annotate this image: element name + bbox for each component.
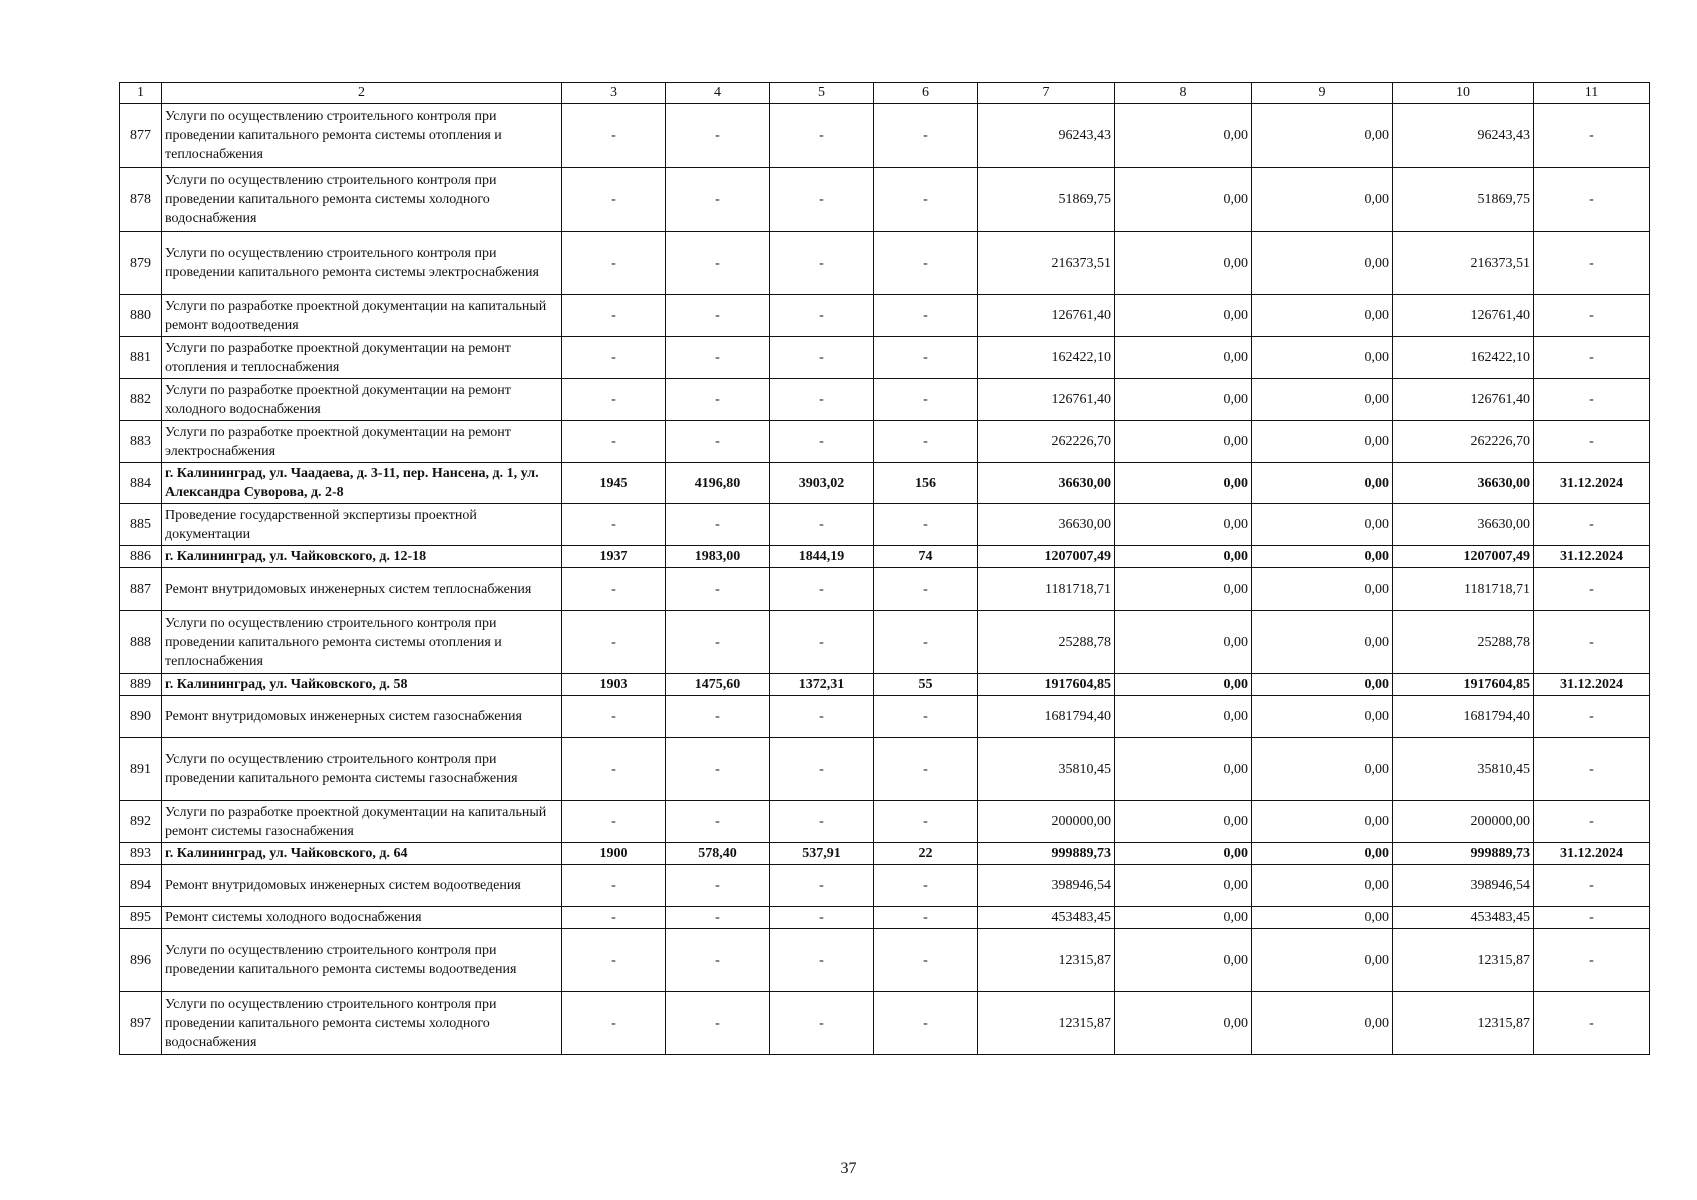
col11-cell: -	[1534, 611, 1650, 674]
col3-cell: -	[562, 379, 666, 421]
col9-cell: 0,00	[1252, 168, 1393, 232]
col11-cell: -	[1534, 738, 1650, 801]
address-row	[120, 546, 1650, 568]
col6-cell: -	[874, 504, 978, 546]
description-cell: Услуги по осуществлению строительного контроля при проведении капитального ремонта системы отопления и теплоснабжения	[162, 611, 562, 674]
col8-cell: 0,00	[1115, 568, 1252, 611]
col5-cell: -	[770, 738, 874, 801]
col3-cell: -	[562, 801, 666, 843]
description-cell: Услуги по осуществлению строительного контроля при проведении капитального ремонта системы водоотведения	[162, 929, 562, 992]
col4-cell: -	[666, 568, 770, 611]
col9-cell: 0,00	[1252, 546, 1393, 568]
header-cell: 3	[562, 83, 666, 104]
row-number-cell: 877	[120, 104, 162, 168]
table-row	[120, 738, 1650, 801]
table-row	[120, 568, 1650, 611]
col8-cell: 0,00	[1115, 696, 1252, 738]
col11-cell: -	[1534, 168, 1650, 232]
row-number-cell: 882	[120, 379, 162, 421]
col11-cell: -	[1534, 696, 1650, 738]
row-number-cell: 894	[120, 865, 162, 907]
table-row	[120, 337, 1650, 379]
col7-cell: 51869,75	[978, 168, 1115, 232]
col9-cell: 0,00	[1252, 843, 1393, 865]
col5-cell: -	[770, 232, 874, 295]
col3-cell: 1945	[562, 463, 666, 504]
col6-cell: -	[874, 738, 978, 801]
col9-cell: 0,00	[1252, 295, 1393, 337]
col7-cell: 216373,51	[978, 232, 1115, 295]
col5-cell: -	[770, 992, 874, 1055]
col3-cell: -	[562, 907, 666, 929]
col8-cell: 0,00	[1115, 232, 1252, 295]
col10-cell: 25288,78	[1393, 611, 1534, 674]
header-cell: 6	[874, 83, 978, 104]
col4-cell: -	[666, 611, 770, 674]
header-cell: 4	[666, 83, 770, 104]
col5-cell: -	[770, 907, 874, 929]
col9-cell: 0,00	[1252, 907, 1393, 929]
description-cell: г. Калининград, ул. Чайковского, д. 58	[162, 674, 562, 696]
works-table	[119, 82, 1650, 1055]
col10-cell: 1681794,40	[1393, 696, 1534, 738]
col9-cell: 0,00	[1252, 865, 1393, 907]
col8-cell: 0,00	[1115, 546, 1252, 568]
table-row	[120, 865, 1650, 907]
col8-cell: 0,00	[1115, 379, 1252, 421]
col5-cell: 1372,31	[770, 674, 874, 696]
row-number-cell: 880	[120, 295, 162, 337]
col7-cell: 36630,00	[978, 504, 1115, 546]
col11-cell: -	[1534, 421, 1650, 463]
col5-cell: -	[770, 611, 874, 674]
col7-cell: 1207007,49	[978, 546, 1115, 568]
col7-cell: 25288,78	[978, 611, 1115, 674]
description-cell: Ремонт системы холодного водоснабжения	[162, 907, 562, 929]
col5-cell: -	[770, 801, 874, 843]
row-number-cell: 888	[120, 611, 162, 674]
col11-cell: -	[1534, 504, 1650, 546]
table-row	[120, 992, 1650, 1055]
col7-cell: 453483,45	[978, 907, 1115, 929]
col5-cell: -	[770, 379, 874, 421]
col11-cell: -	[1534, 929, 1650, 992]
col3-cell: -	[562, 232, 666, 295]
col3-cell: -	[562, 104, 666, 168]
description-cell: Ремонт внутридомовых инженерных систем газоснабжения	[162, 696, 562, 738]
col4-cell: 1983,00	[666, 546, 770, 568]
col4-cell: -	[666, 907, 770, 929]
col11-cell: -	[1534, 104, 1650, 168]
col7-cell: 200000,00	[978, 801, 1115, 843]
col5-cell: 1844,19	[770, 546, 874, 568]
col4-cell: -	[666, 104, 770, 168]
description-cell: Проведение государственной экспертизы проектной документации	[162, 504, 562, 546]
col10-cell: 999889,73	[1393, 843, 1534, 865]
col8-cell: 0,00	[1115, 168, 1252, 232]
col6-cell: -	[874, 232, 978, 295]
col9-cell: 0,00	[1252, 463, 1393, 504]
col5-cell: 3903,02	[770, 463, 874, 504]
col5-cell: -	[770, 696, 874, 738]
col4-cell: 578,40	[666, 843, 770, 865]
description-cell: г. Калининград, ул. Чайковского, д. 12-18	[162, 546, 562, 568]
description-cell: Услуги по осуществлению строительного контроля при проведении капитального ремонта системы газоснабжения	[162, 738, 562, 801]
col11-cell: -	[1534, 295, 1650, 337]
col11-cell: -	[1534, 907, 1650, 929]
col6-cell: -	[874, 295, 978, 337]
description-cell: Услуги по разработке проектной документации на капитальный ремонт системы газоснабжения	[162, 801, 562, 843]
col11-cell: 31.12.2024	[1534, 546, 1650, 568]
col10-cell: 453483,45	[1393, 907, 1534, 929]
address-row	[120, 674, 1650, 696]
col4-cell: -	[666, 696, 770, 738]
col7-cell: 262226,70	[978, 421, 1115, 463]
table-row	[120, 611, 1650, 674]
col3-cell: -	[562, 421, 666, 463]
col7-cell: 126761,40	[978, 379, 1115, 421]
col9-cell: 0,00	[1252, 674, 1393, 696]
col8-cell: 0,00	[1115, 104, 1252, 168]
col7-cell: 12315,87	[978, 992, 1115, 1055]
col4-cell: -	[666, 504, 770, 546]
header-row	[120, 83, 1650, 104]
description-cell: Услуги по разработке проектной документации на ремонт отопления и теплоснабжения	[162, 337, 562, 379]
col4-cell: -	[666, 992, 770, 1055]
col8-cell: 0,00	[1115, 801, 1252, 843]
col3-cell: -	[562, 337, 666, 379]
col10-cell: 126761,40	[1393, 295, 1534, 337]
col5-cell: -	[770, 504, 874, 546]
col6-cell: 156	[874, 463, 978, 504]
description-cell: Услуги по осуществлению строительного контроля при проведении капитального ремонта системы электроснабжения	[162, 232, 562, 295]
col4-cell: 4196,80	[666, 463, 770, 504]
col5-cell: -	[770, 168, 874, 232]
description-cell: Услуги по осуществлению строительного контроля при проведении капитального ремонта системы холодного водоснабжения	[162, 992, 562, 1055]
col6-cell: -	[874, 104, 978, 168]
col3-cell: -	[562, 992, 666, 1055]
row-number-cell: 884	[120, 463, 162, 504]
col7-cell: 35810,45	[978, 738, 1115, 801]
col7-cell: 36630,00	[978, 463, 1115, 504]
table-row	[120, 929, 1650, 992]
row-number-cell: 891	[120, 738, 162, 801]
col4-cell: -	[666, 379, 770, 421]
col7-cell: 96243,43	[978, 104, 1115, 168]
row-number-cell: 878	[120, 168, 162, 232]
col4-cell: -	[666, 295, 770, 337]
description-cell: Ремонт внутридомовых инженерных систем водоотведения	[162, 865, 562, 907]
address-row	[120, 463, 1650, 504]
table-row	[120, 907, 1650, 929]
col9-cell: 0,00	[1252, 611, 1393, 674]
col6-cell: -	[874, 801, 978, 843]
col8-cell: 0,00	[1115, 463, 1252, 504]
col10-cell: 12315,87	[1393, 929, 1534, 992]
col8-cell: 0,00	[1115, 865, 1252, 907]
col6-cell: -	[874, 568, 978, 611]
row-number-cell: 883	[120, 421, 162, 463]
header-cell: 10	[1393, 83, 1534, 104]
col11-cell: -	[1534, 379, 1650, 421]
header-cell: 11	[1534, 83, 1650, 104]
row-number-cell: 881	[120, 337, 162, 379]
table-row	[120, 232, 1650, 295]
col4-cell: 1475,60	[666, 674, 770, 696]
col11-cell: -	[1534, 801, 1650, 843]
row-number-cell: 895	[120, 907, 162, 929]
col11-cell: -	[1534, 992, 1650, 1055]
description-cell: г. Калининград, ул. Чайковского, д. 64	[162, 843, 562, 865]
col6-cell: -	[874, 696, 978, 738]
col8-cell: 0,00	[1115, 929, 1252, 992]
description-cell: Услуги по осуществлению строительного контроля при проведении капитального ремонта системы отопления и теплоснабжения	[162, 104, 562, 168]
col3-cell: -	[562, 929, 666, 992]
table-row	[120, 379, 1650, 421]
row-number-cell: 892	[120, 801, 162, 843]
col6-cell: -	[874, 865, 978, 907]
col6-cell: 55	[874, 674, 978, 696]
col4-cell: -	[666, 337, 770, 379]
col5-cell: -	[770, 865, 874, 907]
col9-cell: 0,00	[1252, 738, 1393, 801]
row-number-cell: 890	[120, 696, 162, 738]
col3-cell: -	[562, 504, 666, 546]
col9-cell: 0,00	[1252, 421, 1393, 463]
table-row	[120, 295, 1650, 337]
col7-cell: 162422,10	[978, 337, 1115, 379]
header-cell: 8	[1115, 83, 1252, 104]
col7-cell: 1181718,71	[978, 568, 1115, 611]
header-cell: 5	[770, 83, 874, 104]
col10-cell: 262226,70	[1393, 421, 1534, 463]
col10-cell: 126761,40	[1393, 379, 1534, 421]
col9-cell: 0,00	[1252, 104, 1393, 168]
col10-cell: 36630,00	[1393, 504, 1534, 546]
col6-cell: -	[874, 168, 978, 232]
col7-cell: 12315,87	[978, 929, 1115, 992]
col8-cell: 0,00	[1115, 504, 1252, 546]
table-row	[120, 421, 1650, 463]
col3-cell: 1903	[562, 674, 666, 696]
col10-cell: 398946,54	[1393, 865, 1534, 907]
description-cell: Ремонт внутридомовых инженерных систем теплоснабжения	[162, 568, 562, 611]
col5-cell: -	[770, 568, 874, 611]
row-number-cell: 887	[120, 568, 162, 611]
table-row	[120, 168, 1650, 232]
col3-cell: -	[562, 168, 666, 232]
row-number-cell: 893	[120, 843, 162, 865]
header-cell: 9	[1252, 83, 1393, 104]
row-number-cell: 897	[120, 992, 162, 1055]
col10-cell: 200000,00	[1393, 801, 1534, 843]
col4-cell: -	[666, 801, 770, 843]
col5-cell: -	[770, 421, 874, 463]
col5-cell: -	[770, 295, 874, 337]
col3-cell: -	[562, 865, 666, 907]
col4-cell: -	[666, 168, 770, 232]
col4-cell: -	[666, 865, 770, 907]
row-number-cell: 885	[120, 504, 162, 546]
col7-cell: 1917604,85	[978, 674, 1115, 696]
col4-cell: -	[666, 232, 770, 295]
col7-cell: 398946,54	[978, 865, 1115, 907]
col9-cell: 0,00	[1252, 929, 1393, 992]
table-row	[120, 801, 1650, 843]
col8-cell: 0,00	[1115, 421, 1252, 463]
col6-cell: -	[874, 907, 978, 929]
col6-cell: 74	[874, 546, 978, 568]
col9-cell: 0,00	[1252, 337, 1393, 379]
col5-cell: -	[770, 929, 874, 992]
col9-cell: 0,00	[1252, 568, 1393, 611]
col5-cell: 537,91	[770, 843, 874, 865]
col10-cell: 162422,10	[1393, 337, 1534, 379]
col9-cell: 0,00	[1252, 992, 1393, 1055]
col10-cell: 12315,87	[1393, 992, 1534, 1055]
col5-cell: -	[770, 104, 874, 168]
table-row	[120, 104, 1650, 168]
col7-cell: 126761,40	[978, 295, 1115, 337]
col9-cell: 0,00	[1252, 232, 1393, 295]
header-cell: 7	[978, 83, 1115, 104]
col8-cell: 0,00	[1115, 337, 1252, 379]
col9-cell: 0,00	[1252, 696, 1393, 738]
col3-cell: 1937	[562, 546, 666, 568]
col3-cell: -	[562, 696, 666, 738]
col10-cell: 216373,51	[1393, 232, 1534, 295]
col8-cell: 0,00	[1115, 611, 1252, 674]
col9-cell: 0,00	[1252, 801, 1393, 843]
col8-cell: 0,00	[1115, 295, 1252, 337]
col10-cell: 36630,00	[1393, 463, 1534, 504]
col6-cell: 22	[874, 843, 978, 865]
table-body	[120, 83, 1650, 1055]
col8-cell: 0,00	[1115, 907, 1252, 929]
row-number-cell: 879	[120, 232, 162, 295]
col3-cell: -	[562, 568, 666, 611]
row-number-cell: 896	[120, 929, 162, 992]
col6-cell: -	[874, 421, 978, 463]
col11-cell: 31.12.2024	[1534, 843, 1650, 865]
table-row	[120, 504, 1650, 546]
address-row	[120, 843, 1650, 865]
col11-cell: -	[1534, 568, 1650, 611]
description-cell: Услуги по осуществлению строительного контроля при проведении капитального ремонта системы холодного водоснабжения	[162, 168, 562, 232]
col5-cell: -	[770, 337, 874, 379]
col8-cell: 0,00	[1115, 674, 1252, 696]
col10-cell: 1181718,71	[1393, 568, 1534, 611]
col10-cell: 51869,75	[1393, 168, 1534, 232]
description-cell: Услуги по разработке проектной документации на ремонт холодного водоснабжения	[162, 379, 562, 421]
col11-cell: 31.12.2024	[1534, 463, 1650, 504]
description-cell: Услуги по разработке проектной документации на капитальный ремонт водоотведения	[162, 295, 562, 337]
col6-cell: -	[874, 611, 978, 674]
header-cell: 2	[162, 83, 562, 104]
description-cell: Услуги по разработке проектной документации на ремонт электроснабжения	[162, 421, 562, 463]
col9-cell: 0,00	[1252, 379, 1393, 421]
col3-cell: 1900	[562, 843, 666, 865]
page-number: 37	[840, 1160, 857, 1177]
col10-cell: 35810,45	[1393, 738, 1534, 801]
table-row	[120, 696, 1650, 738]
col6-cell: -	[874, 992, 978, 1055]
col8-cell: 0,00	[1115, 992, 1252, 1055]
row-number-cell: 886	[120, 546, 162, 568]
col10-cell: 1207007,49	[1393, 546, 1534, 568]
col7-cell: 1681794,40	[978, 696, 1115, 738]
col6-cell: -	[874, 379, 978, 421]
col10-cell: 96243,43	[1393, 104, 1534, 168]
col11-cell: 31.12.2024	[1534, 674, 1650, 696]
row-number-cell: 889	[120, 674, 162, 696]
col7-cell: 999889,73	[978, 843, 1115, 865]
description-cell: г. Калининград, ул. Чаадаева, д. 3-11, пер. Нансена, д. 1, ул. Александра Суворова, д. 2-8	[162, 463, 562, 504]
col3-cell: -	[562, 295, 666, 337]
col11-cell: -	[1534, 865, 1650, 907]
col8-cell: 0,00	[1115, 738, 1252, 801]
col11-cell: -	[1534, 232, 1650, 295]
col4-cell: -	[666, 929, 770, 992]
header-cell: 1	[120, 83, 162, 104]
col9-cell: 0,00	[1252, 504, 1393, 546]
col10-cell: 1917604,85	[1393, 674, 1534, 696]
col6-cell: -	[874, 929, 978, 992]
col8-cell: 0,00	[1115, 843, 1252, 865]
col6-cell: -	[874, 337, 978, 379]
col3-cell: -	[562, 738, 666, 801]
col4-cell: -	[666, 738, 770, 801]
col4-cell: -	[666, 421, 770, 463]
col3-cell: -	[562, 611, 666, 674]
col11-cell: -	[1534, 337, 1650, 379]
